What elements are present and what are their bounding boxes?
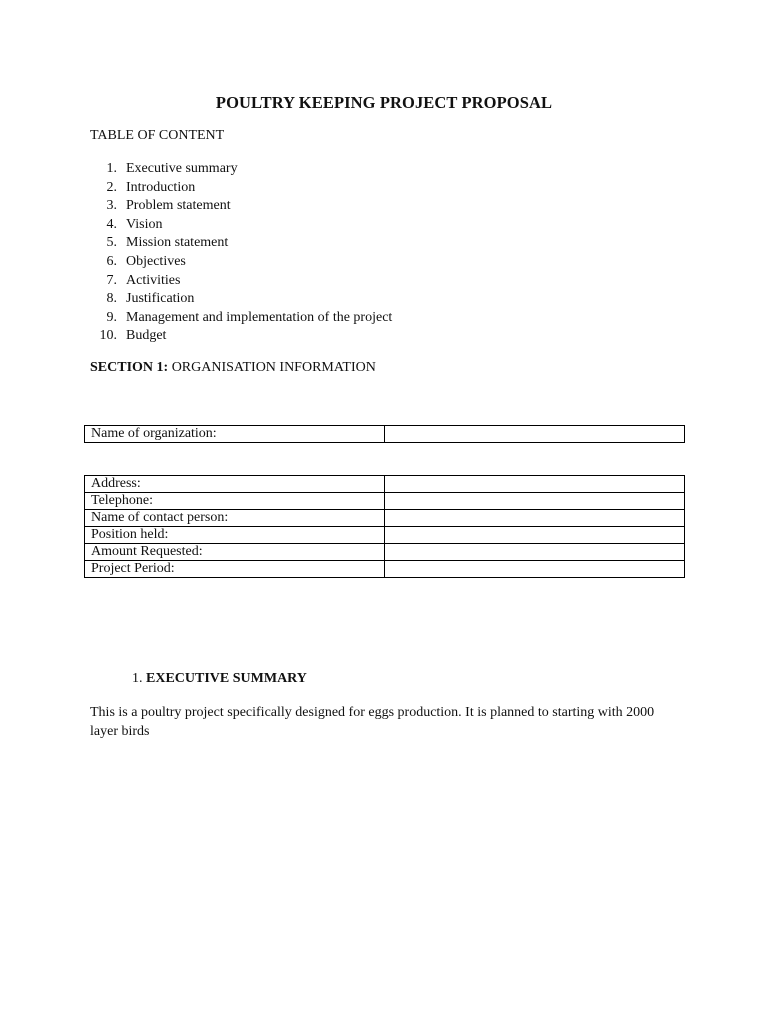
field-label: Amount Requested: [85, 544, 385, 561]
toc-item-label: Budget [126, 328, 167, 344]
toc-item [90, 327, 392, 346]
toc-item-number: 4. [106, 216, 117, 232]
field-label: Project Period: [85, 561, 385, 578]
toc-item [90, 253, 392, 272]
toc-item [90, 179, 392, 198]
executive-summary-heading [132, 671, 307, 687]
field-value-cell[interactable] [385, 561, 685, 578]
toc-item-number: 10. [99, 328, 117, 344]
table-row [85, 493, 685, 510]
heading-number: 1. [132, 671, 143, 686]
toc-item [90, 234, 392, 253]
table-row [85, 476, 685, 493]
section-label: SECTION 1: [90, 360, 169, 375]
toc-item-number: 2. [106, 179, 117, 195]
field-label: Name of organization: [85, 426, 385, 443]
field-label: Telephone: [85, 493, 385, 510]
document-title: POULTRY KEEPING PROJECT PROPOSAL [215, 93, 553, 112]
field-value-cell[interactable] [385, 493, 685, 510]
table-row [85, 561, 685, 578]
field-value-cell[interactable] [385, 510, 685, 527]
field-label: Address: [85, 476, 385, 493]
toc-item-number: 1. [106, 161, 117, 176]
toc-item-number: 5. [106, 235, 117, 251]
toc-item-label: Activities [126, 272, 181, 288]
toc-item [90, 160, 392, 179]
section-heading [90, 360, 376, 376]
table-of-contents [90, 160, 392, 346]
toc-item-number: 8. [106, 291, 117, 307]
toc-item-label: Vision [126, 216, 163, 232]
toc-item-label: Management and implementation of the project [126, 309, 393, 325]
toc-item-label: Objectives [126, 253, 186, 269]
field-value-cell[interactable] [385, 544, 685, 561]
toc-item [90, 309, 392, 328]
executive-summary-body: This is a poultry project specifically designed for eggs production. It is planned to starting with 2000 layer birds [90, 705, 655, 739]
toc-item-label: Mission statement [126, 235, 229, 251]
toc-item-label: Executive summary [126, 161, 238, 176]
toc-item [90, 197, 392, 216]
contact-details-table [84, 475, 685, 578]
table-row [85, 510, 685, 527]
toc-heading: TABLE OF CONTENT [90, 128, 225, 143]
heading-text: EXECUTIVE SUMMARY [146, 671, 307, 686]
toc-item-number: 6. [106, 253, 117, 269]
table-row [85, 544, 685, 561]
toc-item-number: 3. [106, 198, 117, 214]
toc-item [90, 216, 392, 235]
toc-item [90, 272, 392, 291]
toc-item-number: 7. [106, 272, 117, 288]
toc-item-label: Problem statement [126, 198, 231, 214]
field-label: Name of contact person: [85, 510, 385, 527]
table-row [85, 426, 685, 443]
toc-item-label: Justification [126, 291, 195, 307]
field-value-cell[interactable] [385, 426, 685, 443]
toc-item [90, 290, 392, 309]
toc-item-label: Introduction [126, 179, 196, 195]
table-row [85, 527, 685, 544]
toc-item-number: 9. [106, 309, 117, 325]
organization-table [84, 425, 685, 443]
field-value-cell[interactable] [385, 527, 685, 544]
field-value-cell[interactable] [385, 476, 685, 493]
section-title: ORGANISATION INFORMATION [171, 360, 376, 375]
field-label: Position held: [85, 527, 385, 544]
